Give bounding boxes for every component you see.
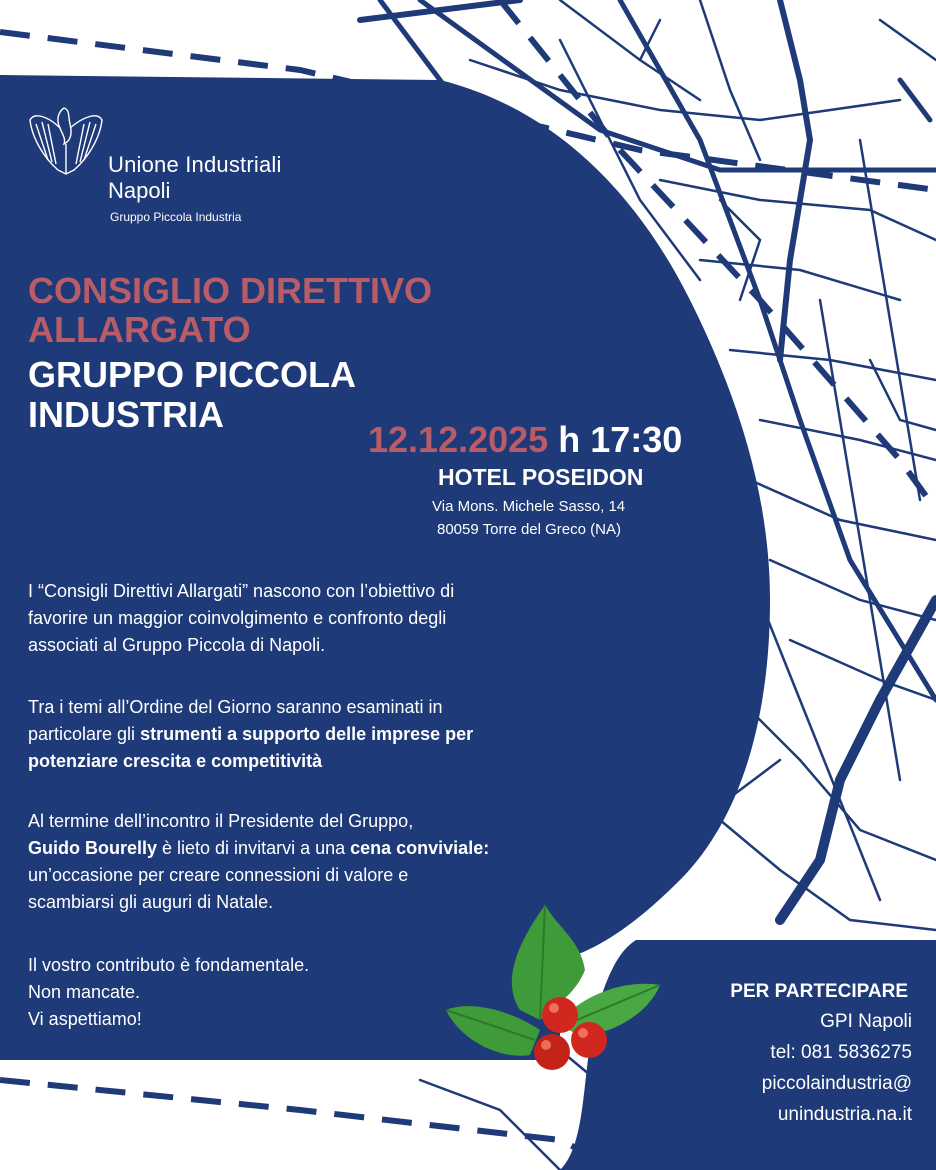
contact-email-line1[interactable]: piccolaindustria@ (761, 1073, 912, 1094)
paragraph-line: favorire un maggior coinvolgimento e confronto degli (28, 608, 447, 628)
title-red-line2: ALLARGATO (28, 309, 251, 350)
paragraph-line (28, 748, 668, 775)
contact-title: PER PARTECIPARE (730, 981, 908, 1002)
contact-phone[interactable]: tel: 081 5836275 (770, 1042, 912, 1063)
event-datetime (368, 420, 682, 460)
paragraph-line: Al termine dell’incontro il Presidente del Gruppo, (28, 811, 414, 831)
contact-email-line2[interactable]: unindustria.na.it (777, 1104, 912, 1125)
paragraph-agenda (28, 694, 668, 775)
president-name: Guido Bourelly (28, 838, 158, 858)
paragraph-line: Non mancate. (28, 982, 141, 1002)
title-white-line2: INDUSTRIA (28, 394, 224, 435)
logo-group: Gruppo Piccola Industria (110, 210, 242, 224)
event-address-line2: 80059 Torre del Greco (NA) (437, 521, 621, 538)
paragraph-line: I “Consigli Direttivi Allargati” nascono con l’obiettivo di (28, 581, 455, 601)
event-venue: HOTEL POSEIDON (438, 464, 644, 490)
title-white-line1: GRUPPO PICCOLA (28, 354, 357, 395)
text-bold: cena conviviale: (350, 838, 490, 858)
text-plain: è lieto di invitarvi a una (157, 838, 351, 858)
paragraph-closing (28, 952, 668, 1033)
paragraph-line: Il vostro contributo è fondamentale. (28, 955, 310, 975)
text-plain: particolare gli (28, 724, 141, 744)
event-time: h 17:30 (558, 419, 683, 460)
paragraph-dinner (28, 808, 668, 916)
paragraph-line: scambiarsi gli auguri di Natale. (28, 892, 274, 912)
logo-org-name: Unione Industriali (108, 152, 282, 177)
text-bold: potenziare crescita e competitività (28, 751, 323, 771)
paragraph-intro (28, 578, 668, 659)
paragraph-line (28, 721, 668, 748)
event-date: 12.12.2025 (368, 419, 549, 460)
contact-name: GPI Napoli (820, 1011, 912, 1032)
title-red-line1: CONSIGLIO DIRETTIVO (28, 270, 433, 311)
paragraph-line (28, 835, 668, 862)
text-bold: strumenti a supporto delle imprese per (140, 724, 474, 744)
event-address-line1: Via Mons. Michele Sasso, 14 (432, 498, 626, 515)
paragraph-line: associati al Gruppo Piccola di Napoli. (28, 635, 326, 655)
paragraph-line: Vi aspettiamo! (28, 1009, 142, 1029)
logo-city: Napoli (108, 178, 171, 203)
paragraph-line: Tra i temi all’Ordine del Giorno saranno esaminati in (28, 697, 443, 717)
paragraph-line: un’occasione per creare connessioni di valore e (28, 865, 409, 885)
